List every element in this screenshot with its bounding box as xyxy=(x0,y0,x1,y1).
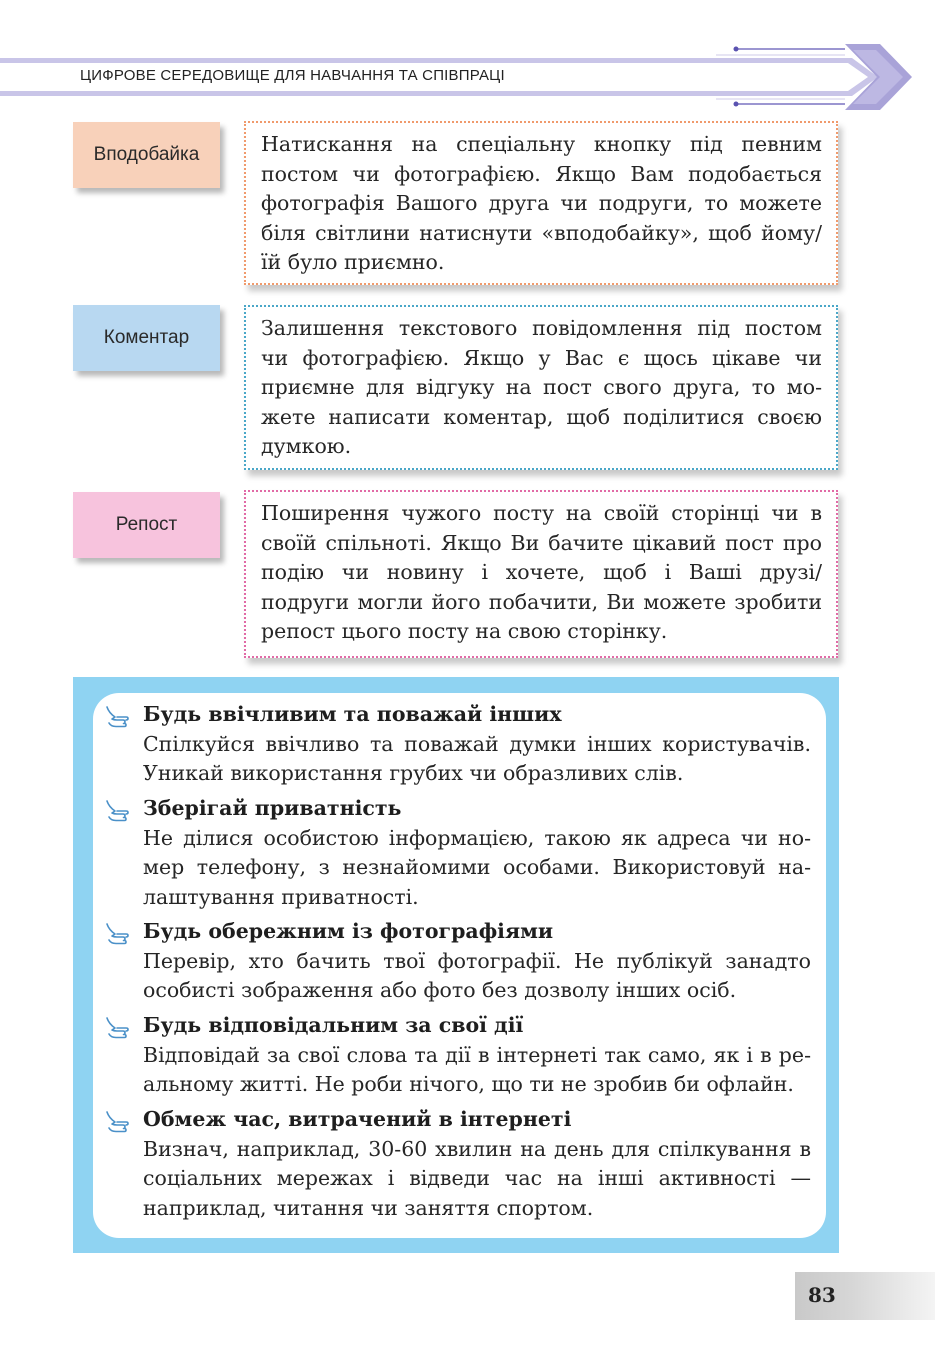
pointing-hand-icon xyxy=(104,1015,130,1041)
term-label-comment: Коментар xyxy=(73,305,220,371)
term-definition-repost: Поширення чужого посту на своїй сторінці чи в своїй спільноті. Якщо Ви бачите цікавий пост про подію чи новину і хочете, щоб і Ваші друзі/ подруги могли його побачити, Ви можете зробити репост цього посту на свою сторінку. xyxy=(244,490,838,658)
pointing-hand-icon xyxy=(104,1109,130,1135)
term-definition-comment: Залишення текстового повідомлення під постом чи фотографією. Якщо у Вас є щось цікаве чи приємне для відгуку на пост свого друга, то можете написати коментар, щоб поділитися своєю думкою. xyxy=(244,305,838,470)
tip-title: Будь обережним із фотографіями xyxy=(143,919,554,943)
tip-text: Відповідай за свої слова та дії в інтернеті так само, як і в реальному житті. Не роби нічого, що ти не зробив би офлайн. xyxy=(143,1042,811,1096)
header-title: ЦИФРОВЕ СЕРЕДОВИЩЕ ДЛЯ НАВЧАННЯ ТА СПІВПРАЦІ xyxy=(80,67,505,84)
tip-text: Спілкуйся ввічливо та поважай думки інших користувачів. Уникай використання грубих чи образливих слів. xyxy=(143,731,811,785)
tip-title: Будь відповідальним за свої дії xyxy=(143,1013,524,1037)
page-number: 83 xyxy=(808,1283,836,1307)
tip-title: Будь ввічливим та поважай інших xyxy=(143,702,562,726)
pointing-hand-icon xyxy=(104,798,130,824)
tip-title: Зберігай приватність xyxy=(143,796,402,820)
term-label-repost: Репост xyxy=(73,492,220,558)
tip-text: Перевір, хто бачить твої фотографії. Не публікуй занадто особисті зображення або фото без дозволу інших осіб. xyxy=(143,948,811,1002)
term-label-like: Вподобайка xyxy=(73,122,220,188)
page-header xyxy=(0,40,935,110)
pointing-hand-icon xyxy=(104,921,130,947)
tip-text: Не ділися особистою інформацією, такою як адреса чи номер телефону, з незнайомими особами. Використовуй налаштування приватності. xyxy=(143,825,811,909)
tip-title: Обмеж час, витрачений в інтернеті xyxy=(143,1107,572,1131)
term-definition-like: Натискання на спеціальну кнопку під певним постом чи фотографією. Якщо Вам подобається фотографія Вашого друга чи подруги, то можете біля світлини натиснути «вподобайку», щоб йому/їй було приємно. xyxy=(244,121,838,285)
tip-text: Визнач, наприклад, 30-60 хвилин на день для спілкування в соціальних мережах і відведи час на інші активності — наприклад, читання чи заняття спортом. xyxy=(143,1136,811,1220)
pointing-hand-icon xyxy=(104,704,130,730)
